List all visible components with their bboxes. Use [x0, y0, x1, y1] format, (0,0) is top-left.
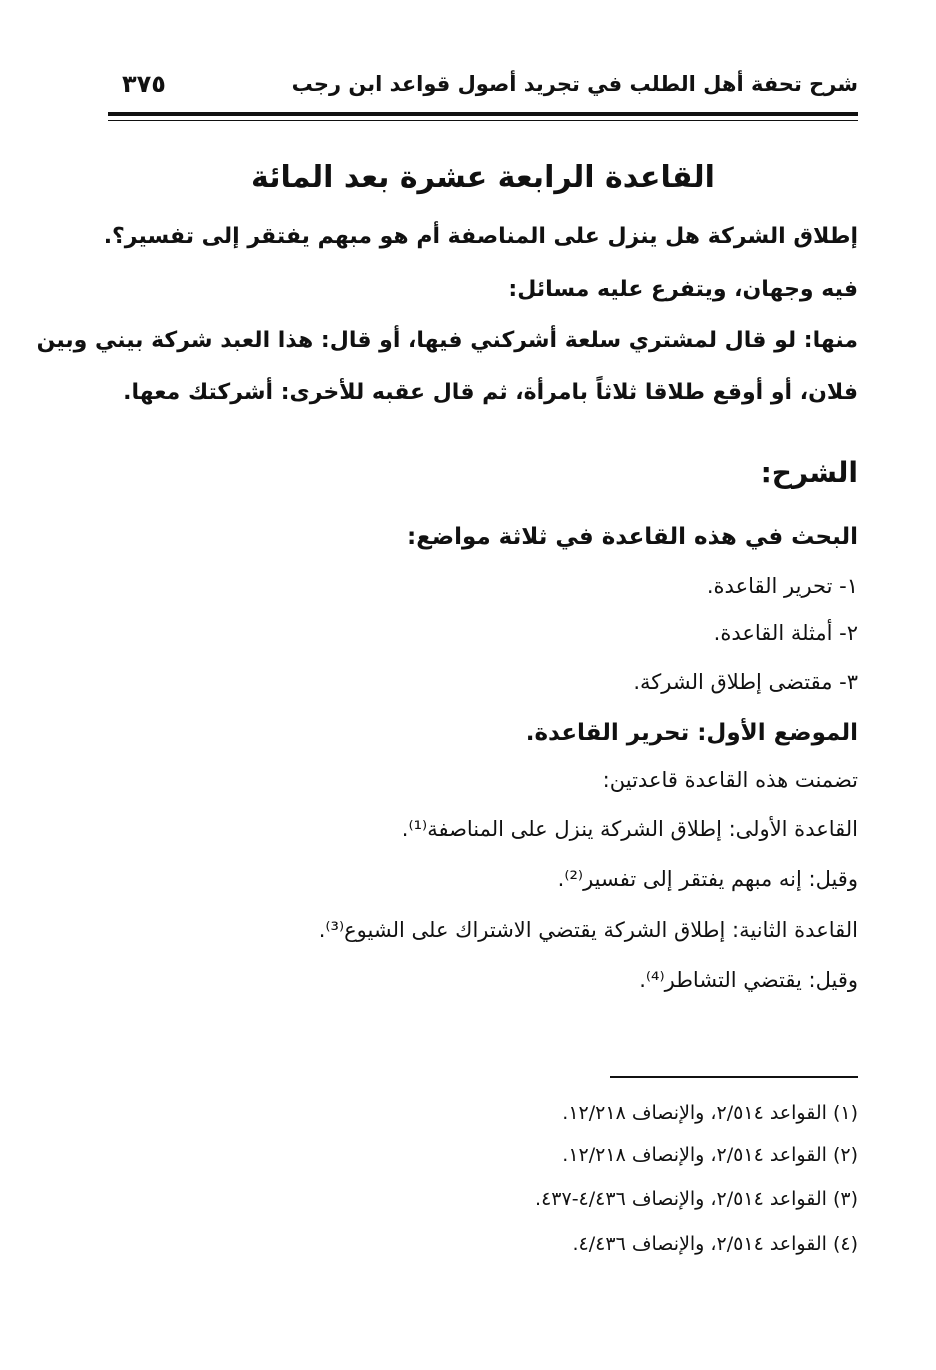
rule-line-2: فيه وجهان، ويتفرع عليه مسائل: — [508, 277, 858, 302]
footnote-1: (١) القواعد ٢/٥١٤، والإنصاف ١٢/٢١٨. — [562, 1102, 858, 1124]
footnote-separator — [610, 1076, 858, 1078]
section-one-line-2: القاعدة الأولى: إطلاق الشركة ينزل على المناصفة⁽¹⁾. — [401, 817, 858, 841]
rule-line-3: منها: لو قال لمشتري سلعة أشركني فيها، أو قال: هذا العبد شركة بيني وبين — [36, 328, 858, 353]
section-one-line-1: تضمنت هذه القاعدة قاعدتين: — [602, 768, 858, 792]
header-rule-thick — [108, 112, 858, 116]
section-one-heading: الموضع الأول: تحرير القاعدة. — [525, 720, 858, 746]
header-rule-thin — [108, 120, 858, 121]
running-title: شرح تحفة أهل الطلب في تجريد أصول قواعد ابن رجب — [291, 72, 858, 96]
footnote-3: (٣) القواعد ٢/٥١٤، والإنصاف ٤/٤٣٦-٤٣٧. — [535, 1188, 858, 1210]
commentary-heading: الشرح: — [760, 456, 858, 489]
page-header — [108, 68, 858, 108]
section-one-line-5: وقيل: يقتضي التشاطر⁽⁴⁾. — [639, 968, 858, 992]
page-number: ٣٧٥ — [122, 70, 166, 98]
list-item-2: ٢- أمثلة القاعدة. — [713, 621, 858, 645]
rule-title: القاعدة الرابعة عشرة بعد المائة — [251, 160, 715, 195]
commentary-intro: البحث في هذه القاعدة في ثلاثة مواضع: — [407, 524, 858, 550]
section-one-line-3: وقيل: إنه مبهم يفتقر إلى تفسير⁽²⁾. — [557, 867, 858, 891]
list-item-3: ٣- مقتضى إطلاق الشركة. — [633, 670, 858, 694]
rule-line-1: إطلاق الشركة هل ينزل على المناصفة أم هو مبهم يفتقر إلى تفسير؟. — [103, 224, 858, 249]
section-one-line-4: القاعدة الثانية: إطلاق الشركة يقتضي الاشتراك على الشيوع⁽³⁾. — [318, 918, 858, 942]
footnote-4: (٤) القواعد ٢/٥١٤، والإنصاف ٤/٤٣٦. — [572, 1233, 858, 1255]
footnote-2: (٢) القواعد ٢/٥١٤، والإنصاف ١٢/٢١٨. — [562, 1144, 858, 1166]
rule-line-4: فلان، أو أوقع طلاقا ثلاثاً بامرأة، ثم قال عقبه للأخرى: أشركتك معها. — [123, 380, 858, 405]
list-item-1: ١- تحرير القاعدة. — [706, 574, 858, 598]
